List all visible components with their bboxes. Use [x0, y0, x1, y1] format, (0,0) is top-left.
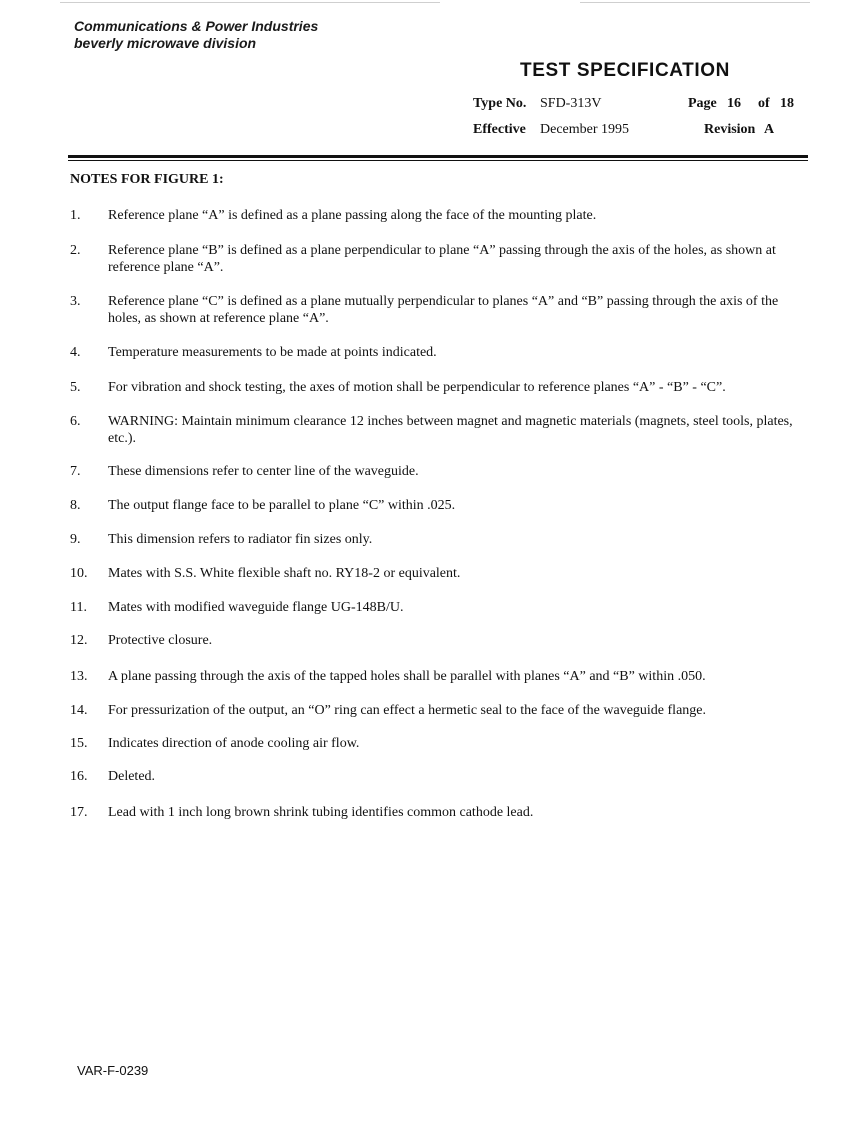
notes-heading: NOTES FOR FIGURE 1: [70, 172, 224, 187]
note-text: These dimensions refer to center line of the waveguide. [108, 464, 419, 479]
note-number: 3. [70, 294, 81, 309]
effective-label: Effective [473, 122, 526, 137]
page-value: 16 [727, 96, 741, 111]
note-text: This dimension refers to radiator fin sizes only. [108, 532, 373, 547]
note-text: Indicates direction of anode cooling air flow. [108, 736, 360, 751]
note-text: For pressurization of the output, an “O” ring can effect a hermetic seal to the face of the waveguide flange. [108, 703, 706, 718]
note-text: Reference plane “A” is defined as a plane passing along the face of the mounting plate. [108, 208, 597, 223]
note-number: 17. [70, 805, 88, 820]
document-title: TEST SPECIFICATION [520, 60, 730, 81]
note-text: Deleted. [108, 769, 156, 784]
effective-value: December 1995 [540, 122, 630, 137]
header-divider-thin [68, 160, 808, 161]
note-number: 12. [70, 633, 88, 648]
note-text: Lead with 1 inch long brown shrink tubing identifies common cathode lead. [108, 805, 534, 820]
note-number: 11. [70, 600, 87, 615]
company-name [74, 18, 318, 52]
note-text: A plane passing through the axis of the tapped holes shall be parallel with planes “A” and “B” within .050. [108, 669, 706, 684]
note-number: 16. [70, 769, 88, 784]
note-text: Reference plane “B” is defined as a plane perpendicular to plane “A” passing through the axis of the holes, as shown at reference plane “A”. [108, 243, 776, 275]
of-value: 18 [780, 96, 794, 111]
type-no-label: Type No. [473, 96, 527, 111]
note-number: 15. [70, 736, 88, 751]
note-number: 5. [70, 380, 81, 395]
note-text: The output flange face to be parallel to plane “C” within .025. [108, 498, 456, 513]
page-label: Page [688, 96, 717, 111]
note-number: 9. [70, 532, 81, 547]
note-text: Mates with S.S. White flexible shaft no. RY18-2 or equivalent. [108, 566, 461, 581]
note-number: 8. [70, 498, 81, 513]
revision-label: Revision [704, 122, 756, 137]
note-text: Protective closure. [108, 633, 213, 648]
top-scan-rule-right [580, 2, 810, 3]
revision-value: A [764, 122, 775, 137]
note-number: 1. [70, 208, 81, 223]
note-text: Reference plane “C” is defined as a plane mutually perpendicular to planes “A” and “B” passing through the axis of the holes, as shown at reference plane “A”. [108, 294, 779, 326]
note-text: Temperature measurements to be made at points indicated. [108, 345, 437, 360]
note-number: 14. [70, 703, 88, 718]
note-text: For vibration and shock testing, the axes of motion shall be perpendicular to reference planes “A” - “B” - “C”. [108, 380, 726, 395]
company-line1: Communications & Power Industries [74, 18, 319, 34]
header-divider-thick [68, 155, 808, 158]
form-number: VAR-F-0239 [77, 1063, 149, 1078]
note-number: 10. [70, 566, 88, 581]
note-text: Mates with modified waveguide flange UG-148B/U. [108, 600, 404, 615]
note-text: WARNING: Maintain minimum clearance 12 inches between magnet and magnetic materials (magnets, steel tools, plates, etc.). [108, 414, 793, 446]
company-line2: beverly microwave division [74, 35, 257, 51]
top-scan-rule-left [60, 2, 440, 3]
note-number: 7. [70, 464, 81, 479]
of-label: of [758, 96, 770, 111]
note-number: 6. [70, 414, 81, 429]
note-number: 4. [70, 345, 81, 360]
type-no-value: SFD-313V [540, 96, 602, 111]
note-number: 2. [70, 243, 81, 258]
note-number: 13. [70, 669, 88, 684]
